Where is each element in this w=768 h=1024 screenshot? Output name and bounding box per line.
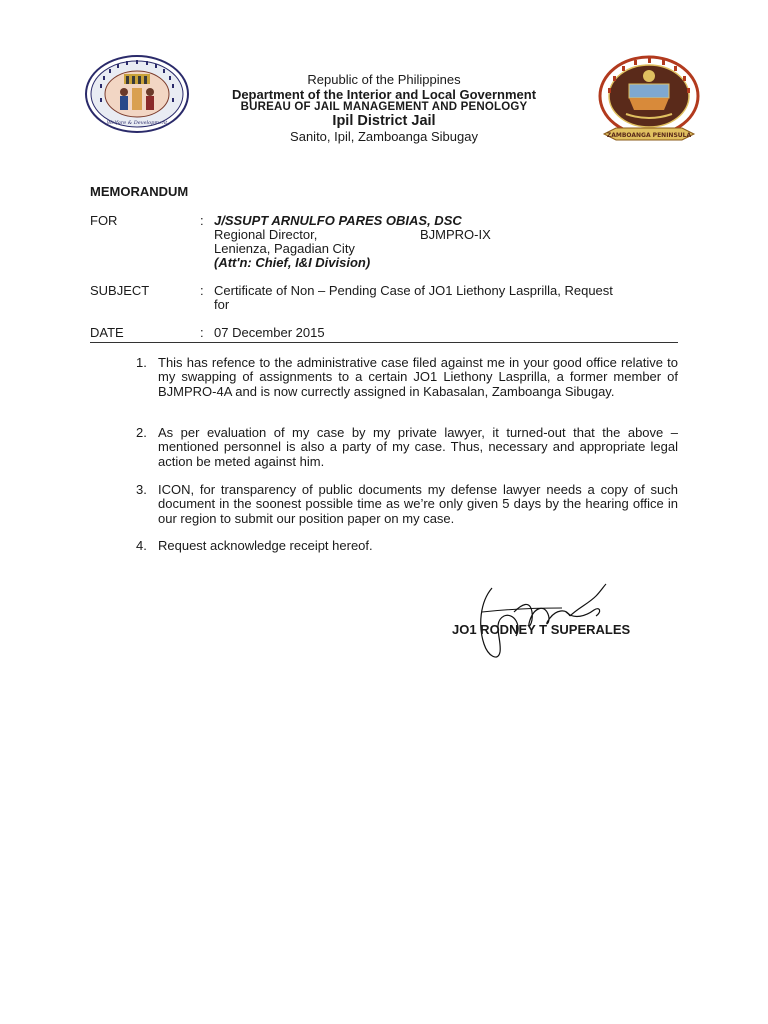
attention-line: (Att'n: Chief, I&I Division) bbox=[214, 255, 371, 270]
memo-heading: MEMORANDUM bbox=[90, 184, 189, 199]
bjmp-seal-left bbox=[84, 54, 190, 134]
addressee-title: Regional Director, bbox=[214, 227, 318, 242]
office-address: Sanito, Ipil, Zamboanga Sibugay bbox=[290, 129, 478, 144]
subject-line-1: Certificate of Non – Pending Case of JO1 Liethony Lasprilla, Request bbox=[214, 283, 613, 298]
svg-text:Welfare & Development: Welfare & Development bbox=[106, 120, 168, 126]
paragraph-4 bbox=[136, 539, 678, 555]
subject-colon: : bbox=[200, 283, 204, 298]
paragraph-text: As per evaluation of my case by my private lawyer, it turned-out that the above – mentioned personnel is also a party of my case. Thus, necessary and appropriate legal action be meted against him. bbox=[158, 425, 678, 469]
department-line: Department of the Interior and Local Government bbox=[231, 87, 537, 102]
paragraph-1 bbox=[136, 356, 678, 414]
paragraph-text: ICON, for transparency of public documents my defense lawyer needs a copy of such document in the soonest possible time as we’re only given 5 days by the hearing office in our region to submit our position paper on my case. bbox=[158, 482, 678, 526]
addressee-unit: BJMPRO-IX bbox=[420, 227, 491, 242]
date-label: DATE bbox=[90, 325, 124, 340]
paragraph-number: 3. bbox=[136, 482, 147, 497]
republic-line: Republic of the Philippines bbox=[307, 72, 461, 87]
office-name: Ipil District Jail bbox=[332, 113, 436, 129]
date-value: 07 December 2015 bbox=[214, 325, 325, 340]
paragraph-number: 1. bbox=[136, 355, 147, 370]
paragraph-text: This has refence to the administrative case filed against me in your good office relative to my swapping of assignments to a certain JO1 Liethony Lasprilla, a former member of BJMPRO-4A and is now currectly assigned in Kabasalan, Zamboanga Sibugay. bbox=[158, 355, 678, 399]
paragraph-2 bbox=[136, 426, 678, 470]
addressee-location: Lenienza, Pagadian City bbox=[214, 241, 355, 256]
paragraph-number: 2. bbox=[136, 425, 147, 440]
signatory-name: JO1 RODNEY T SUPERALES bbox=[452, 622, 631, 637]
header-divider bbox=[90, 342, 678, 343]
subject-label: SUBJECT bbox=[90, 283, 150, 298]
ipil-jail-seal-right bbox=[596, 54, 702, 152]
for-label: FOR bbox=[90, 213, 118, 228]
paragraph-number: 4. bbox=[136, 538, 147, 553]
svg-text:ZAMBOANGA PENINSULA: ZAMBOANGA PENINSULA bbox=[606, 132, 692, 139]
subject-line-2: for bbox=[214, 297, 230, 312]
paragraph-3 bbox=[136, 483, 678, 527]
addressee-name: J/SSUPT ARNULFO PARES OBIAS, DSC bbox=[214, 213, 462, 228]
for-colon: : bbox=[200, 213, 204, 228]
paragraph-text: Request acknowledge receipt hereof. bbox=[158, 538, 373, 553]
bureau-line: BUREAU OF JAIL MANAGEMENT AND PENOLOGY bbox=[240, 101, 528, 113]
date-colon: : bbox=[200, 325, 204, 340]
